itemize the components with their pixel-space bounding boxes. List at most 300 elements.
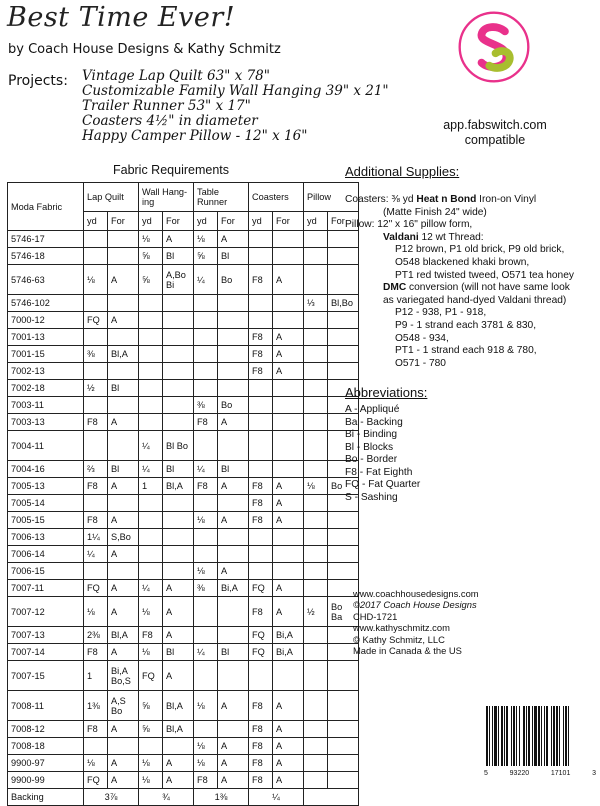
fabric-code-cell: 7004-11	[8, 431, 84, 461]
barcode-bar	[559, 706, 560, 766]
table-cell	[273, 397, 304, 414]
table-cell: Bl,A	[108, 346, 139, 363]
table-cell	[84, 495, 108, 512]
table-cell: FQ	[139, 661, 163, 691]
table-cell: ⅛	[139, 644, 163, 661]
table-cell	[218, 529, 249, 546]
fabric-code-cell: 7003-11	[8, 397, 84, 414]
table-cell: A	[218, 755, 249, 772]
table-cell	[304, 529, 328, 546]
table-row	[8, 691, 359, 721]
table-cell: ¼	[139, 461, 163, 478]
table-cell	[139, 346, 163, 363]
table-cell	[163, 312, 194, 329]
table-cell: F8	[84, 644, 108, 661]
table-cell	[273, 231, 304, 248]
table-cell	[218, 295, 249, 312]
sub-yd: yd	[139, 212, 163, 231]
table-cell	[273, 563, 304, 580]
table-cell: A	[273, 738, 304, 755]
table-cell	[273, 546, 304, 563]
fabric-code-cell: 7005-15	[8, 512, 84, 529]
table-cell: 1⅜	[84, 691, 108, 721]
table-cell	[108, 248, 139, 265]
table-cell	[304, 329, 328, 346]
footer-made-in: Made in Canada & the US	[353, 645, 462, 657]
table-cell: FQ	[84, 772, 108, 789]
table-cell: A	[273, 691, 304, 721]
table-cell: A	[108, 265, 139, 295]
table-cell	[273, 661, 304, 691]
sub-yd: yd	[194, 212, 218, 231]
table-cell: F8	[249, 721, 273, 738]
table-cell: ⅝	[139, 265, 163, 295]
table-cell	[218, 346, 249, 363]
table-cell	[249, 546, 273, 563]
projects-label: Projects:	[8, 73, 68, 89]
table-cell	[163, 295, 194, 312]
table-cell: Bo Ba	[328, 597, 359, 627]
table-cell	[273, 529, 304, 546]
table-cell: A	[273, 721, 304, 738]
table-cell	[304, 580, 328, 597]
barcode-bar	[541, 706, 542, 766]
table-cell: ⅜	[194, 397, 218, 414]
table-cell: Bl,A	[163, 721, 194, 738]
table-row	[8, 346, 359, 363]
table-cell: F8	[84, 478, 108, 495]
table-cell	[139, 295, 163, 312]
table-cell: ⅝	[139, 721, 163, 738]
table-cell	[249, 414, 273, 431]
table-cell	[304, 772, 328, 789]
table-row	[8, 478, 359, 495]
backing-value: 1⅜	[194, 789, 249, 806]
table-cell	[139, 512, 163, 529]
fabric-code-cell: 7005-13	[8, 478, 84, 495]
table-cell	[304, 495, 328, 512]
table-cell	[304, 265, 328, 295]
table-row	[8, 644, 359, 661]
table-cell: Bo	[328, 478, 359, 495]
table-cell	[218, 495, 249, 512]
table-cell	[328, 546, 359, 563]
table-cell: ¼	[139, 580, 163, 597]
table-cell: F8	[249, 597, 273, 627]
abbreviations-list	[345, 404, 420, 504]
table-cell	[139, 363, 163, 380]
table-cell	[194, 661, 218, 691]
table-cell: Bl	[108, 461, 139, 478]
table-cell: ⅛	[194, 691, 218, 721]
table-cell	[163, 380, 194, 397]
table-cell	[328, 691, 359, 721]
table-cell	[108, 295, 139, 312]
table-cell: Bl,A	[163, 691, 194, 721]
table-cell	[108, 231, 139, 248]
table-row	[8, 231, 359, 248]
table-cell: Bi,A	[273, 644, 304, 661]
table-cell	[218, 363, 249, 380]
barcode-bar	[532, 706, 533, 766]
barcode-bar	[498, 706, 499, 766]
header-pillow: Pillow	[304, 183, 359, 212]
dmc-line: O571 - 780	[395, 357, 446, 369]
table-cell	[84, 431, 108, 461]
table-row	[8, 495, 359, 512]
barcode-bar	[553, 706, 555, 766]
table-cell: ⅛	[139, 597, 163, 627]
table-cell	[108, 495, 139, 512]
barcode-bar	[513, 706, 515, 766]
table-cell: ½	[304, 597, 328, 627]
table-cell: Bl	[218, 248, 249, 265]
barcode-bar	[492, 706, 493, 766]
table-cell: 1¼	[84, 529, 108, 546]
fabric-code-cell: 5746-17	[8, 231, 84, 248]
table-cell: F8	[194, 478, 218, 495]
table-row	[8, 597, 359, 627]
table-cell	[273, 414, 304, 431]
sub-for: For	[328, 212, 359, 231]
table-row	[8, 329, 359, 346]
additional-supplies	[345, 194, 574, 370]
table-cell	[218, 661, 249, 691]
table-cell: F8	[249, 738, 273, 755]
table-row	[8, 546, 359, 563]
barcode-bar	[563, 706, 564, 766]
table-row	[8, 627, 359, 644]
table-cell	[194, 329, 218, 346]
table-cell	[249, 431, 273, 461]
table-cell	[139, 312, 163, 329]
thread-line: O548 blackened khaki brown,	[395, 256, 530, 268]
table-cell	[273, 380, 304, 397]
table-cell: Bl	[163, 644, 194, 661]
table-cell	[84, 295, 108, 312]
table-cell	[139, 397, 163, 414]
table-cell: F8	[249, 265, 273, 295]
table-row	[8, 772, 359, 789]
projects-list	[82, 69, 389, 144]
upc-barcode-icon	[484, 706, 596, 766]
table-cell	[139, 546, 163, 563]
fabric-code-cell: 9900-99	[8, 772, 84, 789]
table-cell: ¼	[194, 644, 218, 661]
page-title: Best Time Ever!	[7, 2, 236, 33]
table-row	[8, 312, 359, 329]
table-cell	[108, 363, 139, 380]
table-cell: A	[273, 478, 304, 495]
table-cell	[249, 295, 273, 312]
fabric-code-cell: 7006-13	[8, 529, 84, 546]
table-cell	[84, 248, 108, 265]
dmc-line: P9 - 1 strand each 3781 & 830,	[395, 319, 537, 331]
table-cell: A	[108, 772, 139, 789]
table-cell	[194, 721, 218, 738]
table-cell: F8	[249, 512, 273, 529]
abbreviation-item: Bi - Binding	[345, 429, 398, 440]
table-cell: FQ	[249, 580, 273, 597]
header-lap-quilt: Lap Quilt	[84, 183, 139, 212]
table-cell: A	[218, 512, 249, 529]
table-cell: F8	[249, 772, 273, 789]
table-cell: A	[108, 644, 139, 661]
table-cell	[194, 363, 218, 380]
table-cell	[249, 397, 273, 414]
table-cell: A	[273, 346, 304, 363]
table-cell	[249, 563, 273, 580]
table-cell	[218, 380, 249, 397]
table-cell: F8	[249, 363, 273, 380]
table-cell	[273, 431, 304, 461]
footer-website-kathy: www.kathyschmitz.com	[353, 622, 450, 634]
table-cell: ⅛	[84, 755, 108, 772]
barcode-bar	[565, 706, 567, 766]
table-cell: A	[218, 738, 249, 755]
table-cell: S,Bo	[108, 529, 139, 546]
table-cell	[249, 529, 273, 546]
project-item: Vintage Lap Quilt 63" x 78"	[82, 68, 270, 84]
fabric-code-cell: 7002-13	[8, 363, 84, 380]
table-cell	[328, 721, 359, 738]
table-cell	[163, 546, 194, 563]
table-cell: Bl,Bo	[328, 295, 359, 312]
table-cell: ⅛	[194, 231, 218, 248]
barcode-bar	[519, 706, 520, 766]
backing-value: 3⅞	[84, 789, 139, 806]
dmc-line: PT1 - 1 strand each 918 & 780,	[395, 345, 537, 357]
table-row	[8, 529, 359, 546]
table-cell	[304, 644, 328, 661]
table-cell: ⅝	[194, 248, 218, 265]
table-cell: A	[163, 597, 194, 627]
table-cell: FQ	[84, 580, 108, 597]
project-item: Trailer Runner 53" x 17"	[82, 98, 251, 114]
table-cell	[328, 512, 359, 529]
table-cell	[273, 312, 304, 329]
abbreviations-heading: Abbreviations:	[345, 385, 428, 400]
table-cell	[328, 772, 359, 789]
table-cell: Bl	[218, 644, 249, 661]
table-cell: A	[218, 563, 249, 580]
table-cell	[304, 346, 328, 363]
table-cell	[163, 563, 194, 580]
barcode-bar	[489, 706, 490, 766]
table-cell	[108, 329, 139, 346]
table-cell	[304, 312, 328, 329]
fabric-code-cell: 7001-13	[8, 329, 84, 346]
table-row	[8, 248, 359, 265]
table-cell	[194, 431, 218, 461]
table-cell	[218, 627, 249, 644]
fabswitch-s-logo-icon	[455, 8, 533, 86]
table-cell: ⅓	[304, 295, 328, 312]
fabric-requirements-table	[7, 182, 359, 806]
table-cell: ⅝	[139, 248, 163, 265]
table-cell: A	[273, 597, 304, 627]
logo-url: app.fabswitch.com	[443, 118, 547, 132]
abbreviation-item: Bl - Blocks	[345, 441, 394, 453]
fabric-code-cell: 7006-14	[8, 546, 84, 563]
table-row	[8, 265, 359, 295]
table-cell	[108, 431, 139, 461]
table-cell	[194, 495, 218, 512]
table-cell: A	[163, 772, 194, 789]
table-cell: ⅛	[194, 563, 218, 580]
table-cell: 1	[84, 661, 108, 691]
table-cell	[328, 738, 359, 755]
fabric-code-cell: 7008-12	[8, 721, 84, 738]
fabric-code-cell: 9900-97	[8, 755, 84, 772]
table-row	[8, 397, 359, 414]
sub-yd: yd	[249, 212, 273, 231]
footer-website-coachhouse: www.coachhousedesigns.com	[353, 588, 479, 599]
table-cell: Bl,A	[163, 478, 194, 495]
header-wall-hanging: Wall Hang- ing	[139, 183, 194, 212]
barcode-bar	[544, 706, 545, 766]
table-cell: A	[273, 495, 304, 512]
table-cell	[139, 495, 163, 512]
fabric-code-cell: 5746-102	[8, 295, 84, 312]
fabric-code-cell: 5746-63	[8, 265, 84, 295]
barcode-bar	[504, 706, 505, 766]
abbreviation-item: Bo - Border	[345, 454, 398, 465]
logo-compatible: compatible	[464, 133, 526, 147]
table-cell	[218, 721, 249, 738]
table-cell: Bi,A Bo,S	[108, 661, 139, 691]
table-cell: A	[163, 627, 194, 644]
table-cell: FQ	[249, 627, 273, 644]
table-cell: A,Bo Bi	[163, 265, 194, 295]
table-cell	[163, 363, 194, 380]
table-cell	[218, 431, 249, 461]
backing-value	[304, 789, 359, 806]
barcode-bar	[556, 706, 558, 766]
fabric-code-cell: 7007-12	[8, 597, 84, 627]
table-cell	[194, 597, 218, 627]
table-cell	[194, 295, 218, 312]
project-item: Customizable Family Wall Hanging 39" x 21"	[82, 83, 389, 99]
table-cell	[139, 529, 163, 546]
byline: by Coach House Designs & Kathy Schmitz	[8, 42, 281, 57]
fabric-code-cell: 7008-18	[8, 738, 84, 755]
sub-yd: yd	[84, 212, 108, 231]
table-cell	[194, 312, 218, 329]
table-cell: Bl	[108, 380, 139, 397]
table-cell	[163, 346, 194, 363]
table-cell	[218, 312, 249, 329]
abbreviation-item: A - Appliqué	[345, 404, 400, 415]
table-cell: F8	[249, 478, 273, 495]
table-cell: ⅛	[139, 772, 163, 789]
table-cell: F8	[84, 414, 108, 431]
table-row	[8, 363, 359, 380]
thread-line: PT1 red twisted tweed, O571 tea honey	[395, 269, 574, 281]
table-cell	[249, 380, 273, 397]
table-cell: A	[273, 265, 304, 295]
table-cell	[304, 755, 328, 772]
table-cell: ⅝	[139, 691, 163, 721]
table-cell: Bl	[163, 461, 194, 478]
table-cell	[163, 738, 194, 755]
table-cell	[304, 414, 328, 431]
table-cell	[304, 546, 328, 563]
barcode-bar	[511, 706, 512, 766]
fabric-code-cell: 7007-14	[8, 644, 84, 661]
table-cell: Bl	[218, 461, 249, 478]
table-cell: A	[163, 661, 194, 691]
table-cell: F8	[84, 512, 108, 529]
fabric-code-cell: 7007-15	[8, 661, 84, 691]
table-cell: ⅛	[84, 597, 108, 627]
table-row	[8, 512, 359, 529]
table-cell	[273, 295, 304, 312]
table-cell	[218, 597, 249, 627]
table-cell: Bl,A	[108, 627, 139, 644]
fabric-code-cell: 7006-15	[8, 563, 84, 580]
table-cell	[139, 738, 163, 755]
table-cell	[84, 329, 108, 346]
table-cell	[328, 661, 359, 691]
barcode-bar	[501, 706, 503, 766]
coasters-note: (Matte Finish 24" wide)	[383, 206, 487, 218]
table-cell	[328, 755, 359, 772]
table-cell	[249, 231, 273, 248]
table-cell	[139, 380, 163, 397]
table-cell: A	[218, 231, 249, 248]
table-row	[8, 580, 359, 597]
barcode-bar	[516, 706, 517, 766]
barcode-bar	[546, 706, 548, 766]
table-cell	[194, 627, 218, 644]
table-cell: A	[273, 772, 304, 789]
table-cell: A	[163, 580, 194, 597]
table-cell: Bi,A	[218, 580, 249, 597]
footer-credits	[353, 588, 479, 656]
table-cell: F8	[249, 755, 273, 772]
fabric-code-cell: 7000-12	[8, 312, 84, 329]
table-row	[8, 563, 359, 580]
table-cell: F8	[194, 414, 218, 431]
table-cell	[108, 563, 139, 580]
table-cell	[304, 431, 328, 461]
backing-row	[8, 789, 359, 806]
table-cell	[84, 738, 108, 755]
fabric-code-cell: 7003-13	[8, 414, 84, 431]
table-cell: F8	[194, 772, 218, 789]
table-cell: ⅜	[84, 346, 108, 363]
table-cell	[249, 661, 273, 691]
pillow-supply: Pillow: 12" x 16" pillow form,	[345, 219, 473, 231]
table-cell: A	[108, 512, 139, 529]
additional-supplies-heading: Additional Supplies:	[345, 164, 460, 179]
table-cell	[163, 495, 194, 512]
table-cell	[304, 738, 328, 755]
table-row	[8, 414, 359, 431]
table-cell: Bl Bo	[163, 431, 194, 461]
table-cell: 1	[139, 478, 163, 495]
table-cell	[304, 627, 328, 644]
header-coasters: Coasters	[249, 183, 304, 212]
footer-copyright-coachhouse: ©2017 Coach House Designs	[353, 599, 477, 611]
table-cell	[194, 380, 218, 397]
table-cell: FQ	[84, 312, 108, 329]
table-cell	[84, 363, 108, 380]
table-cell: ⅛	[139, 231, 163, 248]
table-row	[8, 661, 359, 691]
table-cell: F8	[139, 627, 163, 644]
